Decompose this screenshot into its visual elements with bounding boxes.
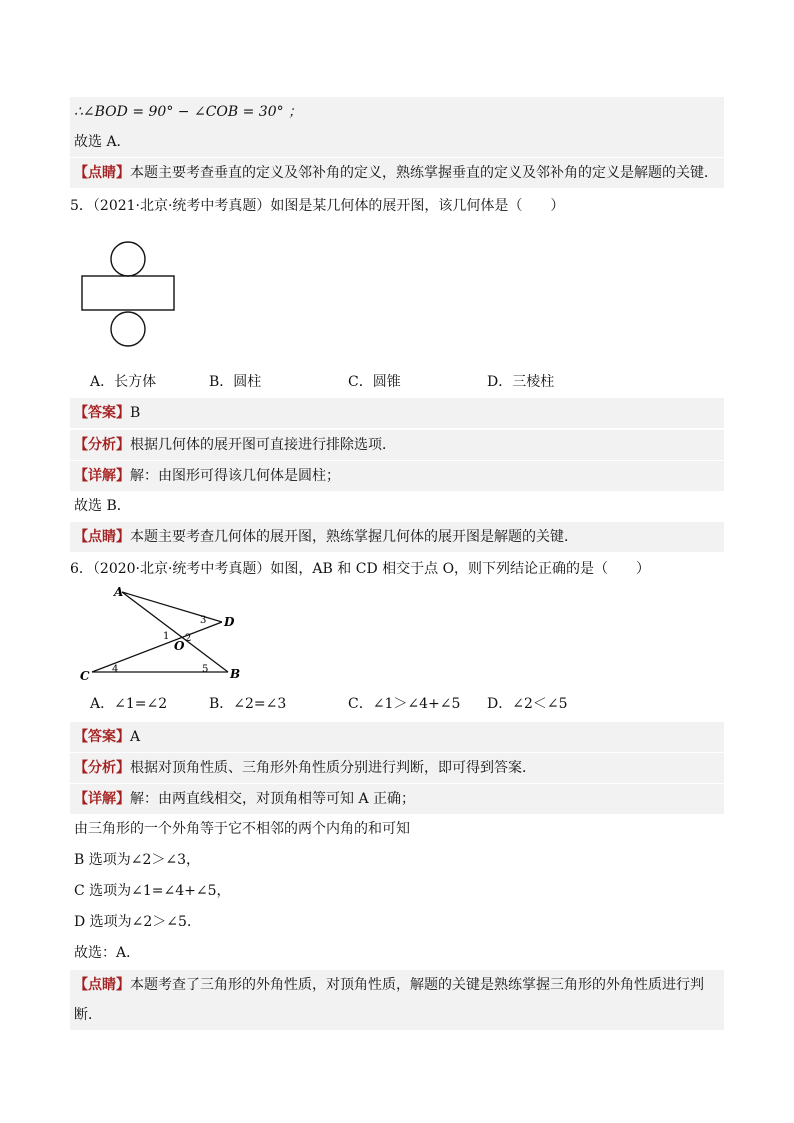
q6-triangle-figure [74,586,244,686]
q6-option-c[interactable]: C．∠1＞∠4+∠5 [348,696,461,712]
label-o: O [174,639,185,653]
q6-comment: 本题考查了三角形的外角性质，对顶角性质，解题的关键是熟练掌握三角形的外角性质进行判 [130,977,704,993]
label-d: D [224,615,235,629]
comment-text: 本题主要考查垂直的定义及邻补角的定义，熟练掌握垂直的定义及邻补角的定义是解题的关键． [130,165,718,181]
q6-analysis-tag: 【分析】 [74,760,130,776]
q5-option-b[interactable]: B．圆柱 [209,374,262,390]
q5-stem-text: 5．（2021·北京·统考中考真题）如图是某几何体的展开图，该几何体是（ ） [70,198,565,214]
q5-comment-tag: 【点睛】 [74,529,130,545]
q5-comment-line [70,522,724,552]
q6-comment-line-2 [70,1000,724,1030]
bottom-circle [111,312,145,346]
conclusion-text: 故选 A． [74,134,131,150]
q6-detail-line-3 [70,876,724,906]
q6-detail-text-4: D 选项为∠2＞∠5． [74,914,201,930]
q6-option-a[interactable]: A．∠1=∠2 [90,696,168,712]
conclusion-line [70,127,724,157]
q6-answer: A [130,729,141,745]
label-b: B [230,667,241,681]
q6-option-b[interactable]: B．∠2=∠3 [209,696,287,712]
q6-comment-tag: 【点睛】 [74,977,130,993]
q6-analysis-line [70,753,724,783]
angle-4-label: 4 [112,664,119,675]
label-a: A [114,586,124,599]
formula-line [70,97,724,127]
q6-stem-text: 6．（2020·北京·统考中考真题）如图，AB 和 CD 相交于点 O，则下列结论正确的是（ ） [70,561,651,577]
q5-answer: B [130,405,141,421]
q5-net-figure [78,236,182,352]
rectangle-face [82,276,174,310]
top-circle [111,242,145,276]
q5-detail-tag: 【详解】 [74,468,130,484]
q6-detail-text-1: 由三角形的一个外角等于它不相邻的两个内角的和可知 [74,821,410,837]
q5-detail: 解：由图形可得该几何体是圆柱； [130,468,340,484]
formula-text: ∴∠BOD = 90° − ∠COB = 30° ； [74,104,303,120]
q5-options [70,369,724,395]
q6-analysis: 根据对顶角性质、三角形外角性质分别进行判断，即可得到答案． [130,760,536,776]
label-c: C [80,669,90,683]
comment-line [70,158,724,188]
q5-option-d[interactable]: D．三棱柱 [487,374,555,390]
q5-answer-line [70,398,724,428]
q6-detail-text-3: C 选项为∠1=∠4+∠5， [74,883,231,899]
q6-options [70,691,724,717]
q6-detail-line-2 [70,845,724,875]
comment-tag: 【点睛】 [74,165,130,181]
q6-option-d[interactable]: D．∠2＜∠5 [487,696,568,712]
q6-detail-line-4 [70,907,724,937]
q5-stem [70,191,724,221]
q6-detail-line-1 [70,814,724,844]
angle-5-label: 5 [202,664,209,675]
segment-ad [122,592,222,622]
q5-answer-tag: 【答案】 [74,405,130,421]
angle-3-label: 3 [200,615,207,626]
q5-option-c[interactable]: C．圆锥 [348,374,401,390]
q6-stem [70,554,724,584]
angle-1-label: 1 [163,631,170,642]
q6-detail-text-2: B 选项为∠2＞∠3， [74,852,201,868]
q6-detail: 解：由两直线相交，对顶角相等可知 A 正确； [130,791,416,807]
q6-comment-line [70,970,724,1000]
q6-detail-line [70,784,724,814]
q6-answer-line [70,722,724,752]
q6-detail-tag: 【详解】 [74,791,130,807]
q5-comment: 本题主要考查几何体的展开图，熟练掌握几何体的展开图是解题的关键． [130,529,578,545]
q6-conclusion-line [70,938,724,968]
segment-ab [122,592,228,672]
q5-analysis-tag: 【分析】 [74,437,130,453]
q6-answer-tag: 【答案】 [74,729,130,745]
q5-option-a[interactable]: A．长方体 [90,374,157,390]
q5-conclusion-line [70,491,724,521]
q6-conclusion: 故选：A． [74,945,141,961]
q5-analysis: 根据几何体的展开图可直接进行排除选项． [130,437,396,453]
angle-2-label: 2 [185,633,192,644]
q5-analysis-line [70,430,724,460]
q5-detail-line [70,461,724,491]
q5-conclusion: 故选 B． [74,498,131,514]
q6-comment-cont: 断． [74,1007,102,1023]
